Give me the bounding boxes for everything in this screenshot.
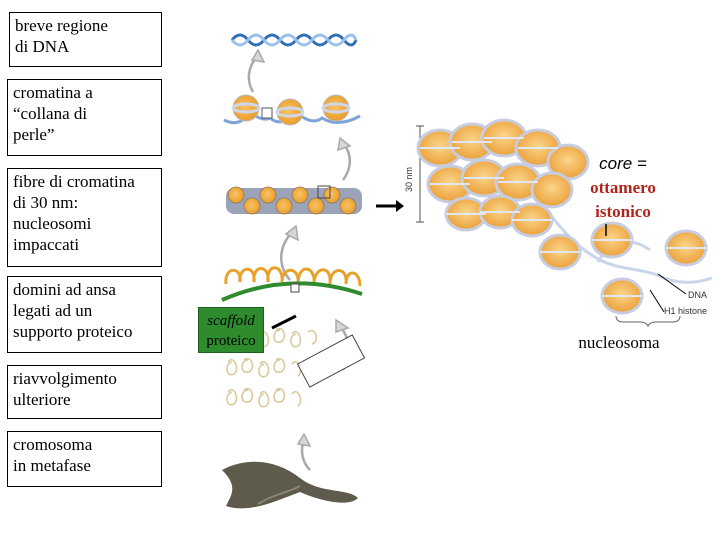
level-label-beads: cromatina a “collana di perle” bbox=[7, 79, 162, 156]
dna-helix bbox=[232, 35, 356, 45]
level-label-coiling: riavvolgimento ulteriore bbox=[7, 365, 162, 419]
nucleosome-label: nucleosoma bbox=[578, 333, 660, 352]
core-line3: istonico bbox=[595, 202, 651, 221]
level-label-metaphase: cromosoma in metafase bbox=[7, 431, 162, 487]
core-line2: ottamero bbox=[590, 178, 656, 197]
scaffold-word: scaffold bbox=[207, 313, 255, 329]
metaphase-chromosome bbox=[222, 462, 358, 509]
level-label-loops: domini ad ansa legati ad un supporto proteico bbox=[7, 276, 162, 353]
dna-label: DNA bbox=[688, 290, 708, 300]
scaffold-protein: proteico bbox=[206, 333, 256, 349]
beads-on-string bbox=[224, 95, 360, 125]
h1-label: H1 histone bbox=[664, 306, 708, 316]
detail-arrow bbox=[376, 200, 404, 212]
scale-label: 30 nm bbox=[404, 166, 414, 192]
level-label-dna: breve regione di DNA bbox=[9, 12, 162, 67]
core-label bbox=[574, 152, 672, 224]
scaffold-label-box bbox=[198, 307, 264, 353]
level-label-30nm: fibre di cromatina di 30 nm: nucleosomi impaccati bbox=[7, 168, 162, 267]
fiber-30nm bbox=[226, 186, 362, 214]
scaffold-pointer bbox=[272, 316, 296, 328]
loop-domains bbox=[222, 268, 362, 300]
core-line1: core = bbox=[599, 154, 647, 173]
